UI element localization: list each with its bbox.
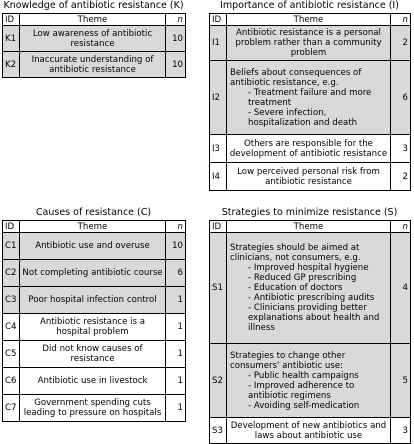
row-n: 5 — [391, 344, 411, 418]
n-header: n — [391, 14, 411, 26]
row-id: S3 — [210, 418, 227, 444]
theme-header: Theme — [227, 221, 391, 233]
row-id: C1 — [3, 233, 20, 260]
row-id: I4 — [210, 163, 227, 191]
table-row-i1 — [210, 26, 411, 61]
row-id: C5 — [3, 341, 20, 368]
row-n: 1 — [166, 395, 186, 422]
row-theme: Government spending cuts leading to pressure on hospitals — [20, 395, 166, 422]
table-row-k1 — [3, 26, 186, 52]
row-theme: Antibiotic use and overuse — [20, 233, 166, 260]
causes-panel — [2, 207, 185, 419]
theme-header: Theme — [20, 14, 166, 26]
causes-title: Causes of resistance (C) — [35, 207, 152, 218]
row-n: 1 — [166, 287, 186, 314]
bullet-item: - Clinicians providing better explanations about health and illness — [248, 303, 380, 333]
row-n: 10 — [166, 52, 186, 78]
row-n: 6 — [166, 260, 186, 287]
knowledge-panel — [2, 0, 185, 80]
id-header: ID — [3, 14, 20, 26]
row-theme: Antibiotic resistance is a hospital problem — [20, 314, 166, 341]
table-row-s2 — [210, 344, 411, 418]
table-row-i2 — [210, 61, 411, 135]
row-theme: Others are responsible for the development of antibiotic resistance — [227, 135, 391, 163]
row-n: 1 — [166, 314, 186, 341]
row-id: K2 — [3, 52, 20, 78]
row-id: S1 — [210, 233, 227, 344]
knowledge-title: Knowledge of antibiotic resistance (K) — [3, 0, 184, 11]
row-id: C2 — [3, 260, 20, 287]
row-theme: Low perceived personal risk from antibiotic resistance — [227, 163, 391, 191]
strategies-panel — [209, 207, 410, 439]
row-n: 10 — [166, 233, 186, 260]
table-header-row — [3, 221, 186, 233]
row-theme-cell — [227, 344, 391, 418]
row-theme: Development of new antibiotics and laws about antibiotic use — [227, 418, 391, 444]
causes-table — [2, 220, 186, 422]
row-n: 1 — [166, 341, 186, 368]
theme-header: Theme — [20, 221, 166, 233]
bullet-item: - Reduced GP prescribing — [248, 273, 357, 283]
bullet-item: - Improved hospital hygiene — [248, 263, 369, 273]
row-id: I2 — [210, 61, 227, 135]
row-n: 2 — [391, 163, 411, 191]
knowledge-table — [2, 13, 186, 78]
bullet-item: - Education of doctors — [248, 283, 343, 293]
table-row-c6 — [3, 368, 186, 395]
importance-panel — [209, 0, 410, 200]
row-id: C3 — [3, 287, 20, 314]
bullet-item: - Public health campaigns — [248, 370, 359, 381]
bullet-item: - Antibiotic prescribing audits — [248, 293, 375, 303]
table-row-c5 — [3, 341, 186, 368]
row-theme: Low awareness of antibiotic resistance — [20, 26, 166, 52]
row-theme: Beliefs about consequences of antibiotic resistance, e.g. — [230, 67, 362, 88]
row-id: I1 — [210, 26, 227, 61]
row-n: 10 — [166, 26, 186, 52]
table-header-row — [3, 14, 186, 26]
strategies-table — [209, 220, 411, 444]
row-theme: Poor hospital infection control — [20, 287, 166, 314]
row-n: 6 — [391, 61, 411, 135]
importance-title: Importance of antibiotic resistance (I) — [220, 0, 399, 11]
table-row-s1 — [210, 233, 411, 344]
row-id: S2 — [210, 344, 227, 418]
table-row-i3 — [210, 135, 411, 163]
id-header: ID — [210, 221, 227, 233]
strategies-title: Strategies to minimize resistance (S) — [221, 207, 398, 218]
row-theme: Antibiotic resistance is a personal problem rather than a community problem — [227, 26, 391, 61]
row-theme: Not completing antibiotic course — [20, 260, 166, 287]
importance-table — [209, 13, 411, 191]
table-row-c3 — [3, 287, 186, 314]
row-id: C7 — [3, 395, 20, 422]
row-id: K1 — [3, 26, 20, 52]
bullet-item: - Avoiding self-medication — [248, 400, 360, 411]
row-theme: Strategies to change other consumers' antibiotic use: — [230, 350, 346, 371]
bullet-item: - Improved adherence to antibiotic regimens — [248, 380, 355, 401]
row-n: 4 — [391, 233, 411, 344]
n-header: n — [166, 14, 186, 26]
id-header: ID — [3, 221, 20, 233]
row-id: C4 — [3, 314, 20, 341]
row-n: 3 — [391, 135, 411, 163]
row-theme: Antibiotic use in livestock — [20, 368, 166, 395]
table-row-c1 — [3, 233, 186, 260]
theme-header: Theme — [227, 14, 391, 26]
row-n: 3 — [391, 418, 411, 444]
n-header: n — [166, 221, 186, 233]
bullet-item: - Severe infection, hospitalization and death — [248, 107, 358, 128]
row-theme: Inaccurate understanding of antibiotic resistance — [20, 52, 166, 78]
row-id: C6 — [3, 368, 20, 395]
row-n: 1 — [166, 368, 186, 395]
row-theme: Did not know causes of resistance — [20, 341, 166, 368]
row-theme-cell — [227, 61, 391, 135]
bullet-item: - Treatment failure and more treatment — [248, 87, 372, 108]
id-header: ID — [210, 14, 227, 26]
table-header-row — [210, 221, 411, 233]
table-row-c2 — [3, 260, 186, 287]
row-theme-cell — [227, 233, 391, 344]
table-header-row — [210, 14, 411, 26]
table-row-k2 — [3, 52, 186, 78]
n-header: n — [391, 221, 411, 233]
table-row-c7 — [3, 395, 186, 422]
table-row-i4 — [210, 163, 411, 191]
row-id: I3 — [210, 135, 227, 163]
table-row-c4 — [3, 314, 186, 341]
row-n: 2 — [391, 26, 411, 61]
row-theme: Strategies should be aimed at clinicians, not consumers, e.g. — [230, 243, 361, 263]
